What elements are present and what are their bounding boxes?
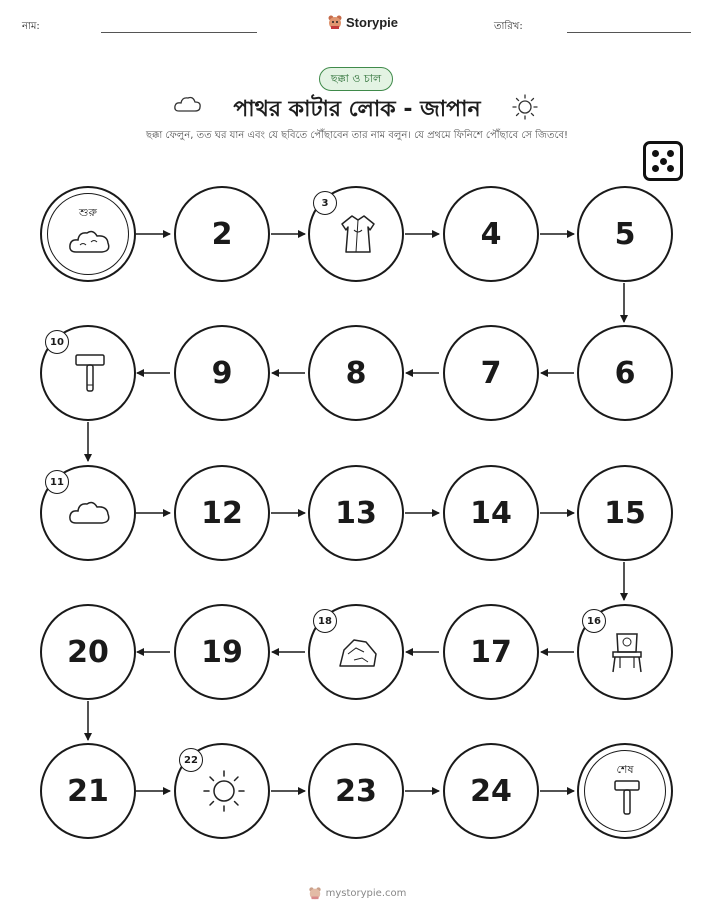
hammer-icon xyxy=(66,349,114,397)
cell-number: 23 xyxy=(335,773,377,809)
board-cell-17[interactable] xyxy=(443,604,539,700)
board-cell-8[interactable] xyxy=(308,325,404,421)
rock-icon xyxy=(334,628,382,676)
board-cell-14[interactable] xyxy=(443,465,539,561)
board-cell-20[interactable] xyxy=(40,604,136,700)
cell-number: 12 xyxy=(201,495,243,531)
cell-number: 19 xyxy=(201,634,243,670)
board-cell-10[interactable] xyxy=(40,325,136,421)
board-cell-18[interactable] xyxy=(308,604,404,700)
start-label: শুরু xyxy=(79,206,97,219)
cell-number-badge: 10 xyxy=(45,330,69,354)
cell-number: 7 xyxy=(480,355,502,391)
cell-number: 2 xyxy=(211,216,233,252)
cell-number: 9 xyxy=(211,355,233,391)
board-cell-5[interactable] xyxy=(577,186,673,282)
brand-name: Storypie xyxy=(346,14,399,30)
sun-icon xyxy=(200,767,248,815)
board-cell-start[interactable] xyxy=(40,186,136,282)
date-label: তারিখ: xyxy=(494,21,523,32)
cell-number: 8 xyxy=(345,355,367,391)
hammer-icon xyxy=(603,775,651,823)
cloud-icon xyxy=(66,489,114,537)
cell-number: 4 xyxy=(480,216,502,252)
cell-number: 13 xyxy=(335,495,377,531)
footer xyxy=(0,886,714,900)
board-cell-3[interactable] xyxy=(308,186,404,282)
board-cell-12[interactable] xyxy=(174,465,270,561)
cell-number-badge: 22 xyxy=(179,748,203,772)
board-cell-finish[interactable] xyxy=(577,743,673,839)
instructions: ছক্কা ফেলুন, তত ঘর যান এবং যে ছবিতে পৌঁছাবেন তার নাম বলুন। যে প্রথমে ফিনিশে পৌঁছাবে সে জিতবে! xyxy=(145,130,569,141)
cell-number-badge: 18 xyxy=(313,609,337,633)
storypie-mascot-icon xyxy=(308,886,322,900)
board-cell-11[interactable] xyxy=(40,465,136,561)
cell-number-badge: 3 xyxy=(313,191,337,215)
cell-number: 5 xyxy=(614,216,636,252)
board-cell-6[interactable] xyxy=(577,325,673,421)
board-cell-23[interactable] xyxy=(308,743,404,839)
board-cell-21[interactable] xyxy=(40,743,136,839)
board-cell-19[interactable] xyxy=(174,604,270,700)
page-title: পাথর কাটার লোক - জাপান xyxy=(233,97,481,122)
board-cell-7[interactable] xyxy=(443,325,539,421)
board-cell-15[interactable] xyxy=(577,465,673,561)
board-cell-4[interactable] xyxy=(443,186,539,282)
name-label: নাম: xyxy=(22,21,40,32)
cell-number: 21 xyxy=(67,773,109,809)
game-type-badge: ছক্কা ও চাল xyxy=(319,67,393,91)
cell-number: 14 xyxy=(470,495,512,531)
board-cell-16[interactable] xyxy=(577,604,673,700)
cloud-icon xyxy=(66,218,114,266)
board-cell-24[interactable] xyxy=(443,743,539,839)
board-cell-22[interactable] xyxy=(174,743,270,839)
board-cell-2[interactable] xyxy=(174,186,270,282)
finish-label: শেষ xyxy=(616,763,634,776)
board-cell-13[interactable] xyxy=(308,465,404,561)
cell-number-badge: 16 xyxy=(582,609,606,633)
chair-icon xyxy=(603,628,651,676)
cell-number: 24 xyxy=(470,773,512,809)
cell-number: 17 xyxy=(470,634,512,670)
board-cell-9[interactable] xyxy=(174,325,270,421)
cell-number: 15 xyxy=(604,495,646,531)
footer-url[interactable]: mystorypie.com xyxy=(325,887,407,899)
robe-icon xyxy=(334,210,382,258)
cell-number-badge: 11 xyxy=(45,470,69,494)
cell-number: 20 xyxy=(67,634,109,670)
cell-number: 6 xyxy=(614,355,636,391)
